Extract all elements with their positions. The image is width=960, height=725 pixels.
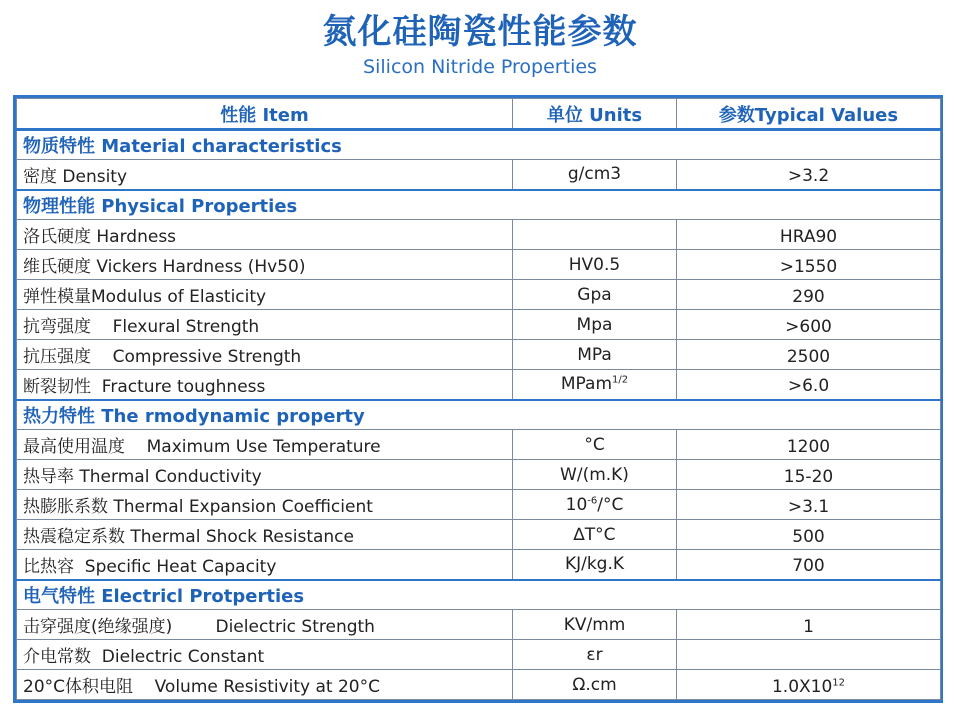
property-value (677, 250, 941, 280)
page-title: 氮化硅陶瓷性能参数 (322, 12, 638, 52)
property-value (677, 430, 941, 460)
table-row (17, 220, 941, 250)
property-value (677, 220, 941, 250)
property-value (677, 640, 941, 670)
value-text: >6.0 (787, 376, 830, 397)
table-row (17, 160, 941, 190)
value-text: 290 (792, 286, 825, 307)
unit-text: MPam (560, 374, 613, 395)
header-values: 参数Typical Values (677, 99, 941, 130)
value-text: >3.1 (787, 496, 830, 517)
property-unit (513, 430, 677, 460)
property-value (677, 160, 941, 190)
property-value (677, 490, 941, 520)
unit-text: HV0.5 (568, 254, 621, 275)
property-unit (513, 280, 677, 310)
unit-text: Mpa (576, 314, 613, 335)
property-value (677, 370, 941, 400)
property-value (677, 280, 941, 310)
value-text: 700 (792, 556, 825, 577)
property-unit (513, 670, 677, 700)
property-value (677, 340, 941, 370)
property-unit (513, 490, 677, 520)
property-name: 20°C体积电阻 Volume Resistivity at 20°C (17, 670, 513, 700)
property-name: 弹性模量Modulus of Elasticity (17, 280, 513, 310)
property-name: 热膨胀系数 Thermal Expansion Coefficient (17, 490, 513, 520)
section-row (17, 400, 941, 430)
section-title: 物质特性 Material characteristics (17, 130, 941, 160)
property-unit (513, 550, 677, 580)
property-unit (513, 610, 677, 640)
property-value (677, 460, 941, 490)
section-row (17, 130, 941, 160)
value-text: >3.2 (787, 166, 830, 187)
unit-text: Ω.cm (572, 674, 617, 695)
value-text: HRA90 (779, 226, 838, 247)
property-unit (513, 370, 677, 400)
property-name: 击穿强度(绝缘强度) Dielectric Strength (17, 610, 513, 640)
property-value (677, 550, 941, 580)
property-name: 热震稳定系数 Thermal Shock Resistance (17, 520, 513, 550)
unit-text: g/cm3 (567, 164, 622, 185)
unit-superscript: 1/2 (612, 374, 629, 386)
property-name: 比热容 Specific Heat Capacity (17, 550, 513, 580)
section-title: 电气特性 Electricl Protperties (17, 580, 941, 610)
table-row (17, 250, 941, 280)
unit-text: KJ/kg.K (564, 554, 625, 575)
table-row (17, 340, 941, 370)
unit-text: MPa (577, 344, 612, 365)
section-row (17, 580, 941, 610)
property-name: 最高使用温度 Maximum Use Temperature (17, 430, 513, 460)
value-text: 1 (803, 616, 814, 637)
property-unit (513, 250, 677, 280)
property-value (677, 670, 941, 700)
value-text: 15-20 (783, 466, 834, 487)
section-row (17, 190, 941, 220)
property-name: 密度 Density (17, 160, 513, 190)
value-text: >1550 (779, 256, 838, 277)
table-row (17, 610, 941, 640)
unit-text: W/(m.K) (560, 464, 629, 485)
unit-text: KV/mm (563, 614, 626, 635)
unit-suffix: /°C (597, 494, 624, 515)
unit-text: ∆T°C (573, 524, 616, 545)
property-name: 介电常数 Dielectric Constant (17, 640, 513, 670)
property-name: 抗弯强度 Flexural Strength (17, 310, 513, 340)
value-text: 2500 (786, 346, 831, 367)
table-row (17, 640, 941, 670)
section-title: 物理性能 Physical Properties (17, 190, 941, 220)
property-name: 维氏硬度 Vickers Hardness (Hv50) (17, 250, 513, 280)
property-unit (513, 640, 677, 670)
property-value (677, 520, 941, 550)
header-units: 单位 Units (513, 99, 677, 130)
property-unit (513, 220, 677, 250)
header-row (17, 99, 941, 130)
header-item: 性能 Item (17, 99, 513, 130)
table-row (17, 430, 941, 460)
value-text: 500 (792, 526, 825, 547)
property-unit (513, 310, 677, 340)
property-unit (513, 340, 677, 370)
property-unit (513, 160, 677, 190)
table-row (17, 310, 941, 340)
properties-table (13, 95, 943, 703)
table-row (17, 520, 941, 550)
property-name: 热导率 Thermal Conductivity (17, 460, 513, 490)
section-title: 热力特性 The rmodynamic property (17, 400, 941, 430)
table-row (17, 280, 941, 310)
table-row (17, 370, 941, 400)
property-name: 洛氏硬度 Hardness (17, 220, 513, 250)
unit-superscript: -6 (587, 494, 598, 506)
unit-text: εr (586, 644, 603, 665)
table-row (17, 550, 941, 580)
property-unit (513, 520, 677, 550)
table-row (17, 490, 941, 520)
value-text: 1.0X10 (771, 676, 833, 697)
table-row (17, 460, 941, 490)
property-value (677, 610, 941, 640)
property-name: 抗压强度 Compressive Strength (17, 340, 513, 370)
table-row (17, 670, 941, 700)
property-name: 断裂韧性 Fracture toughness (17, 370, 513, 400)
unit-text: 10 (565, 494, 588, 515)
property-unit (513, 460, 677, 490)
value-text: 1200 (786, 436, 831, 457)
unit-text: °C (584, 434, 605, 455)
unit-text: Gpa (577, 284, 612, 305)
property-value (677, 310, 941, 340)
page-subtitle: Silicon Nitride Properties (363, 56, 597, 78)
value-superscript: 12 (832, 676, 846, 688)
value-text: >600 (785, 316, 832, 337)
